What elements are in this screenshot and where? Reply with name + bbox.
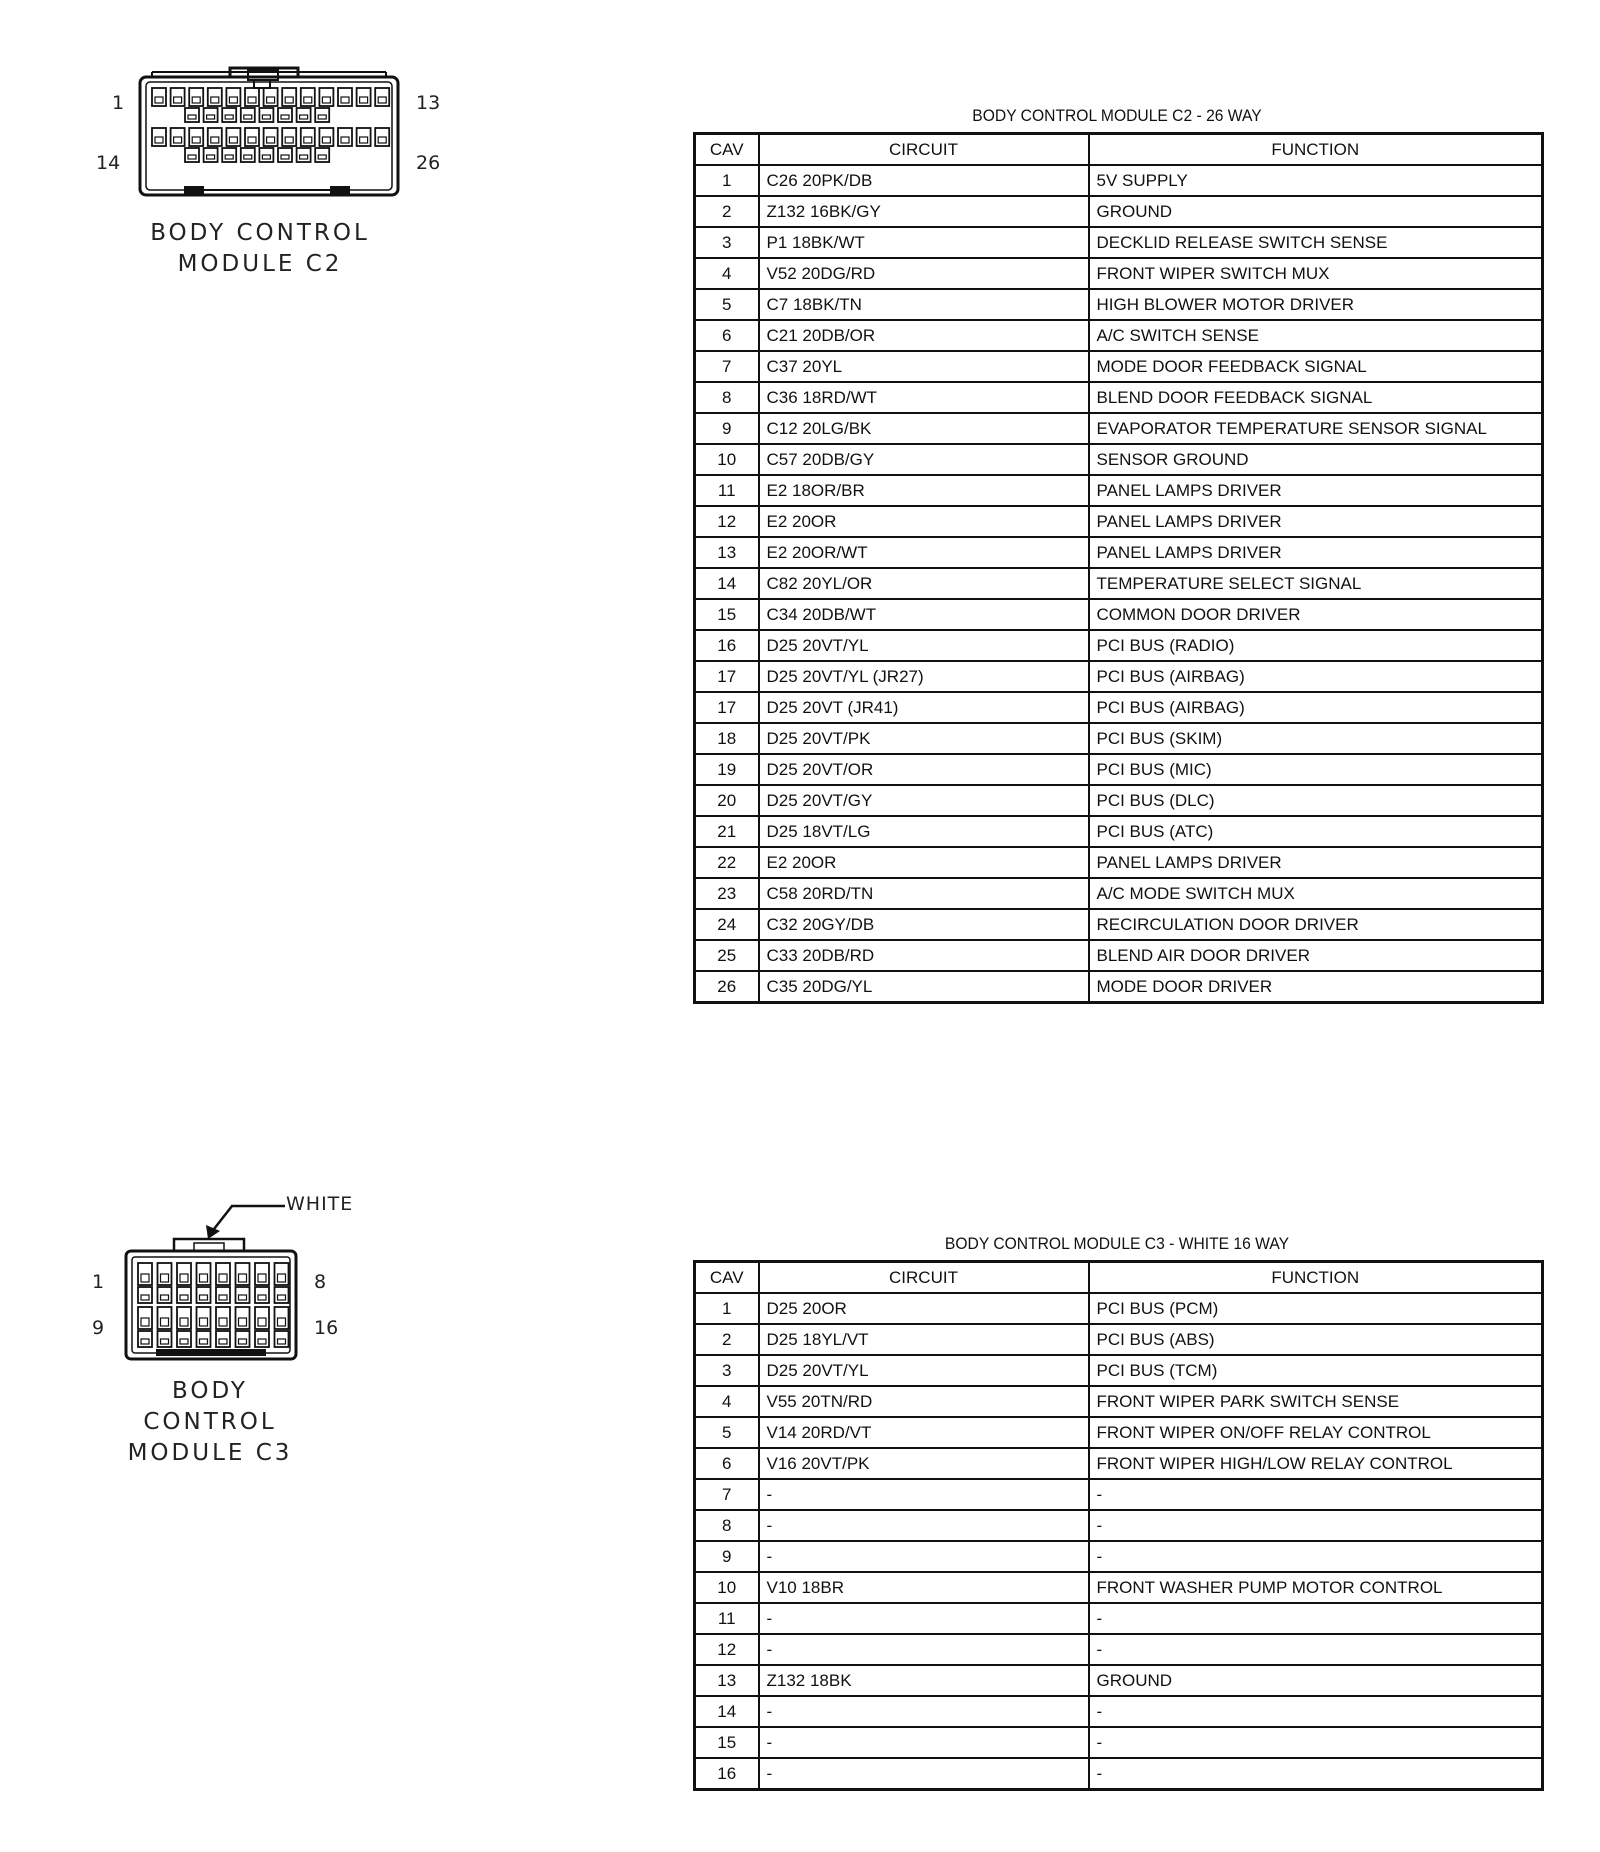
pin-terminal [267,137,275,143]
circuit-cell: D25 20VT/YL [759,1355,1089,1386]
function-cell: GROUND [1089,1665,1543,1696]
c3-label-line-1: BODY [172,1378,248,1404]
pin-terminal [300,115,308,119]
c2-connector-diagram [96,60,441,210]
pin-terminal [211,97,219,103]
c3-connector-label [60,1376,360,1469]
c3-pin-grid [138,1263,289,1347]
circuit-cell: D25 20VT/GY [759,785,1089,816]
cav-cell: 13 [695,1665,759,1696]
function-cell: RECIRCULATION DOOR DRIVER [1089,909,1543,940]
circuit-cell: C32 20GY/DB [759,909,1089,940]
table-row [695,1448,1543,1479]
table-row [695,1603,1543,1634]
pin-terminal [281,115,289,119]
cav-cell: 25 [695,940,759,971]
pin-terminal [200,1274,208,1282]
pin-terminal [200,1295,208,1300]
cav-cell: 1 [695,165,759,196]
pin-terminal [141,1274,149,1282]
cav-cell: 8 [695,382,759,413]
c2-pin-grid [152,88,389,162]
function-cell: PCI BUS (MIC) [1089,754,1543,785]
pin-terminal [239,1339,247,1344]
cav-cell: 10 [695,1572,759,1603]
cav-cell: 14 [695,1696,759,1727]
pin-terminal [161,1274,169,1282]
function-header: FUNCTION [1089,134,1543,166]
table-row [695,1758,1543,1790]
table-row [695,847,1543,878]
pin-terminal [318,115,326,119]
table-row [695,382,1543,413]
cav-cell: 13 [695,537,759,568]
cav-cell: 6 [695,1448,759,1479]
cav-cell: 4 [695,258,759,289]
c2-connector-icon [130,60,430,210]
cav-header: CAV [695,1262,759,1294]
pin-terminal [285,137,293,143]
function-cell: PCI BUS (TCM) [1089,1355,1543,1386]
circuit-cell: D25 18VT/LG [759,816,1089,847]
circuit-cell: Z132 18BK [759,1665,1089,1696]
cav-cell: 9 [695,413,759,444]
cav-cell: 9 [695,1541,759,1572]
pin-terminal [278,1274,286,1282]
circuit-cell: - [759,1603,1089,1634]
cav-cell: 16 [695,630,759,661]
table-row [695,537,1543,568]
pin-terminal [360,137,368,143]
cav-cell: 1 [695,1293,759,1324]
function-cell: PCI BUS (PCM) [1089,1293,1543,1324]
circuit-cell: C35 20DG/YL [759,971,1089,1003]
circuit-cell: E2 20OR [759,847,1089,878]
circuit-cell: - [759,1479,1089,1510]
cav-cell: 15 [695,1727,759,1758]
cav-cell: 5 [695,1417,759,1448]
pin-terminal [341,137,349,143]
function-cell: FRONT WASHER PUMP MOTOR CONTROL [1089,1572,1543,1603]
cav-cell: 23 [695,878,759,909]
circuit-cell: D25 18YL/VT [759,1324,1089,1355]
circuit-cell: V55 20TN/RD [759,1386,1089,1417]
cav-cell: 16 [695,1758,759,1790]
cav-cell: 12 [695,1634,759,1665]
cav-cell: 7 [695,1479,759,1510]
table-row [695,227,1543,258]
pin-terminal [219,1339,227,1344]
circuit-cell: C36 18RD/WT [759,382,1089,413]
function-cell: FRONT WIPER ON/OFF RELAY CONTROL [1089,1417,1543,1448]
pin-terminal [192,97,200,103]
pin-terminal [174,97,182,103]
cav-cell: 20 [695,785,759,816]
circuit-cell: V10 18BR [759,1572,1089,1603]
pin-terminal [141,1318,149,1326]
pin-terminal [174,137,182,143]
table-row [695,630,1543,661]
pin-terminal [239,1318,247,1326]
c2-table-title: BODY CONTROL MODULE C2 - 26 WAY [972,106,1262,125]
table-row [695,1634,1543,1665]
circuit-cell: - [759,1634,1089,1665]
pin-terminal [155,137,163,143]
pin-terminal [229,137,237,143]
cav-cell: 15 [695,599,759,630]
table-row [695,165,1543,196]
function-cell: BLEND DOOR FEEDBACK SIGNAL [1089,382,1543,413]
function-cell: A/C MODE SWITCH MUX [1089,878,1543,909]
c3-header-row [695,1262,1543,1294]
pin-terminal [360,97,368,103]
pin-terminal [219,1318,227,1326]
circuit-cell: C26 20PK/DB [759,165,1089,196]
table-row [695,289,1543,320]
pin-terminal [267,97,275,103]
pin-terminal [192,137,200,143]
circuit-cell: E2 20OR [759,506,1089,537]
function-cell: PCI BUS (DLC) [1089,785,1543,816]
function-cell: PCI BUS (ABS) [1089,1324,1543,1355]
function-cell: 5V SUPPLY [1089,165,1543,196]
pin-terminal [161,1295,169,1300]
function-cell: - [1089,1541,1543,1572]
c3-pin-label-9: 9 [92,1317,105,1339]
table-row [695,971,1543,1003]
pin-terminal [378,137,386,143]
pin-terminal [219,1295,227,1300]
pin-terminal [161,1318,169,1326]
c3-label-line-2: CONTROL [143,1409,277,1435]
circuit-cell: - [759,1727,1089,1758]
pin-terminal [200,1318,208,1326]
table-row [695,320,1543,351]
c2-label-line-2: MODULE C2 [177,251,343,277]
cav-cell: 4 [695,1386,759,1417]
cav-cell: 22 [695,847,759,878]
pin-terminal [141,1339,149,1344]
function-cell: EVAPORATOR TEMPERATURE SENSOR SIGNAL [1089,413,1543,444]
c2-pin-label-1: 1 [112,92,125,114]
c2-label-line-1: BODY CONTROL [150,220,370,246]
cav-cell: 14 [695,568,759,599]
table-row [695,196,1543,227]
cav-cell: 26 [695,971,759,1003]
table-row [695,1293,1543,1324]
cav-cell: 18 [695,723,759,754]
pin-terminal [322,137,330,143]
cav-cell: 2 [695,1324,759,1355]
circuit-cell: D25 20VT/PK [759,723,1089,754]
table-row [695,1665,1543,1696]
table-row [695,506,1543,537]
cav-cell: 8 [695,1510,759,1541]
circuit-cell: V16 20VT/PK [759,1448,1089,1479]
c2-pin-table [693,132,1544,1004]
pin-terminal [304,97,312,103]
table-row [695,785,1543,816]
table-row [695,816,1543,847]
c2-pin-label-13: 13 [416,92,441,114]
function-cell: PCI BUS (AIRBAG) [1089,692,1543,723]
pin-terminal [225,115,233,119]
cav-cell: 5 [695,289,759,320]
function-cell: PCI BUS (RADIO) [1089,630,1543,661]
cav-cell: 17 [695,692,759,723]
function-cell: A/C SWITCH SENSE [1089,320,1543,351]
c2-connector-label [110,218,410,280]
table-row [695,258,1543,289]
pin-terminal [239,1274,247,1282]
pin-terminal [285,97,293,103]
cav-cell: 7 [695,351,759,382]
c2-table-body [695,165,1543,1003]
pin-terminal [155,97,163,103]
pin-terminal [229,97,237,103]
circuit-cell: V52 20DG/RD [759,258,1089,289]
function-cell: - [1089,1634,1543,1665]
pin-terminal [188,155,196,159]
cav-cell: 24 [695,909,759,940]
c2-pin-label-26: 26 [416,152,441,174]
table-row [695,878,1543,909]
cav-cell: 3 [695,1355,759,1386]
pin-terminal [239,1295,247,1300]
table-row [695,909,1543,940]
c3-table-body [695,1293,1543,1790]
table-row [695,444,1543,475]
pin-terminal [318,155,326,159]
pin-terminal [278,1295,286,1300]
circuit-cell: D25 20OR [759,1293,1089,1324]
c3-color-callout: WHITE [286,1193,354,1215]
pin-terminal [219,1274,227,1282]
function-cell: DECKLID RELEASE SWITCH SENSE [1089,227,1543,258]
circuit-cell: C33 20DB/RD [759,940,1089,971]
function-cell: FRONT WIPER PARK SWITCH SENSE [1089,1386,1543,1417]
pin-terminal [180,1295,188,1300]
table-row [695,413,1543,444]
function-cell: - [1089,1758,1543,1790]
circuit-cell: - [759,1510,1089,1541]
circuit-header: CIRCUIT [759,1262,1089,1294]
c2-pin-label-14: 14 [96,152,121,174]
function-cell: - [1089,1479,1543,1510]
circuit-cell: C7 18BK/TN [759,289,1089,320]
function-cell: - [1089,1727,1543,1758]
pin-terminal [378,97,386,103]
function-cell: - [1089,1603,1543,1634]
table-row [695,1541,1543,1572]
cav-header: CAV [695,134,759,166]
circuit-cell: D25 20VT/OR [759,754,1089,785]
function-cell: PANEL LAMPS DRIVER [1089,537,1543,568]
circuit-cell: C57 20DB/GY [759,444,1089,475]
c3-pin-label-1: 1 [92,1271,105,1293]
pin-terminal [278,1318,286,1326]
pin-terminal [278,1339,286,1344]
function-cell: COMMON DOOR DRIVER [1089,599,1543,630]
function-cell: PANEL LAMPS DRIVER [1089,506,1543,537]
pin-terminal [341,97,349,103]
pin-terminal [225,155,233,159]
cav-cell: 12 [695,506,759,537]
circuit-cell: V14 20RD/VT [759,1417,1089,1448]
circuit-cell: C12 20LG/BK [759,413,1089,444]
c3-connector-icon [110,1185,340,1385]
table-row [695,754,1543,785]
function-cell: FRONT WIPER HIGH/LOW RELAY CONTROL [1089,1448,1543,1479]
circuit-cell: Z132 16BK/GY [759,196,1089,227]
circuit-cell: C21 20DB/OR [759,320,1089,351]
function-cell: SENSOR GROUND [1089,444,1543,475]
pin-terminal [248,137,256,143]
c3-pin-label-16: 16 [314,1317,339,1339]
table-row [695,1324,1543,1355]
pin-terminal [180,1274,188,1282]
table-row [695,661,1543,692]
circuit-cell: D25 20VT/YL [759,630,1089,661]
pin-terminal [244,115,252,119]
circuit-cell: - [759,1696,1089,1727]
cav-cell: 19 [695,754,759,785]
function-cell: HIGH BLOWER MOTOR DRIVER [1089,289,1543,320]
pin-terminal [211,137,219,143]
function-cell: GROUND [1089,196,1543,227]
function-cell: - [1089,1696,1543,1727]
pin-terminal [248,97,256,103]
c3-pin-label-8: 8 [314,1271,327,1293]
circuit-cell: P1 18BK/WT [759,227,1089,258]
table-row [695,568,1543,599]
pin-terminal [281,155,289,159]
cav-cell: 17 [695,661,759,692]
circuit-cell: - [759,1541,1089,1572]
pin-terminal [258,1318,266,1326]
pin-terminal [262,115,270,119]
pin-terminal [188,115,196,119]
pin-terminal [304,137,312,143]
circuit-cell: C34 20DB/WT [759,599,1089,630]
cav-cell: 2 [695,196,759,227]
function-cell: PCI BUS (ATC) [1089,816,1543,847]
cav-cell: 10 [695,444,759,475]
table-row [695,1479,1543,1510]
table-row [695,692,1543,723]
function-cell: TEMPERATURE SELECT SIGNAL [1089,568,1543,599]
circuit-cell: - [759,1758,1089,1790]
cav-cell: 3 [695,227,759,258]
circuit-cell: C58 20RD/TN [759,878,1089,909]
cav-cell: 11 [695,1603,759,1634]
function-cell: FRONT WIPER SWITCH MUX [1089,258,1543,289]
table-row [695,351,1543,382]
circuit-cell: D25 20VT/YL (JR27) [759,661,1089,692]
circuit-cell: E2 18OR/BR [759,475,1089,506]
cav-cell: 6 [695,320,759,351]
pin-terminal [141,1295,149,1300]
pin-terminal [262,155,270,159]
table-row [695,1727,1543,1758]
pin-terminal [180,1339,188,1344]
table-row [695,723,1543,754]
function-cell: PANEL LAMPS DRIVER [1089,475,1543,506]
table-row [695,1510,1543,1541]
function-cell: BLEND AIR DOOR DRIVER [1089,940,1543,971]
pin-terminal [200,1339,208,1344]
table-row [695,1355,1543,1386]
function-cell: - [1089,1510,1543,1541]
pin-terminal [322,97,330,103]
pin-terminal [180,1318,188,1326]
circuit-cell: C82 20YL/OR [759,568,1089,599]
table-row [695,599,1543,630]
function-header: FUNCTION [1089,1262,1543,1294]
pin-terminal [244,155,252,159]
c2-header-row [695,134,1543,166]
table-row [695,1572,1543,1603]
function-cell: PANEL LAMPS DRIVER [1089,847,1543,878]
function-cell: MODE DOOR DRIVER [1089,971,1543,1003]
circuit-cell: D25 20VT (JR41) [759,692,1089,723]
pin-terminal [207,155,215,159]
table-row [695,940,1543,971]
function-cell: MODE DOOR FEEDBACK SIGNAL [1089,351,1543,382]
function-cell: PCI BUS (AIRBAG) [1089,661,1543,692]
pin-terminal [258,1274,266,1282]
c3-pin-table [693,1260,1544,1791]
table-row [695,1386,1543,1417]
pin-terminal [258,1295,266,1300]
table-row [695,1696,1543,1727]
pin-terminal [258,1339,266,1344]
circuit-cell: C37 20YL [759,351,1089,382]
pin-terminal [300,155,308,159]
function-cell: PCI BUS (SKIM) [1089,723,1543,754]
table-row [695,475,1543,506]
circuit-cell: E2 20OR/WT [759,537,1089,568]
c3-connector-diagram [92,1185,354,1385]
pin-terminal [207,115,215,119]
table-row [695,1417,1543,1448]
pin-terminal [161,1339,169,1344]
cav-cell: 21 [695,816,759,847]
circuit-header: CIRCUIT [759,134,1089,166]
cav-cell: 11 [695,475,759,506]
c3-label-line-3: MODULE C3 [127,1440,293,1466]
c3-table-title: BODY CONTROL MODULE C3 - WHITE 16 WAY [944,1234,1290,1253]
